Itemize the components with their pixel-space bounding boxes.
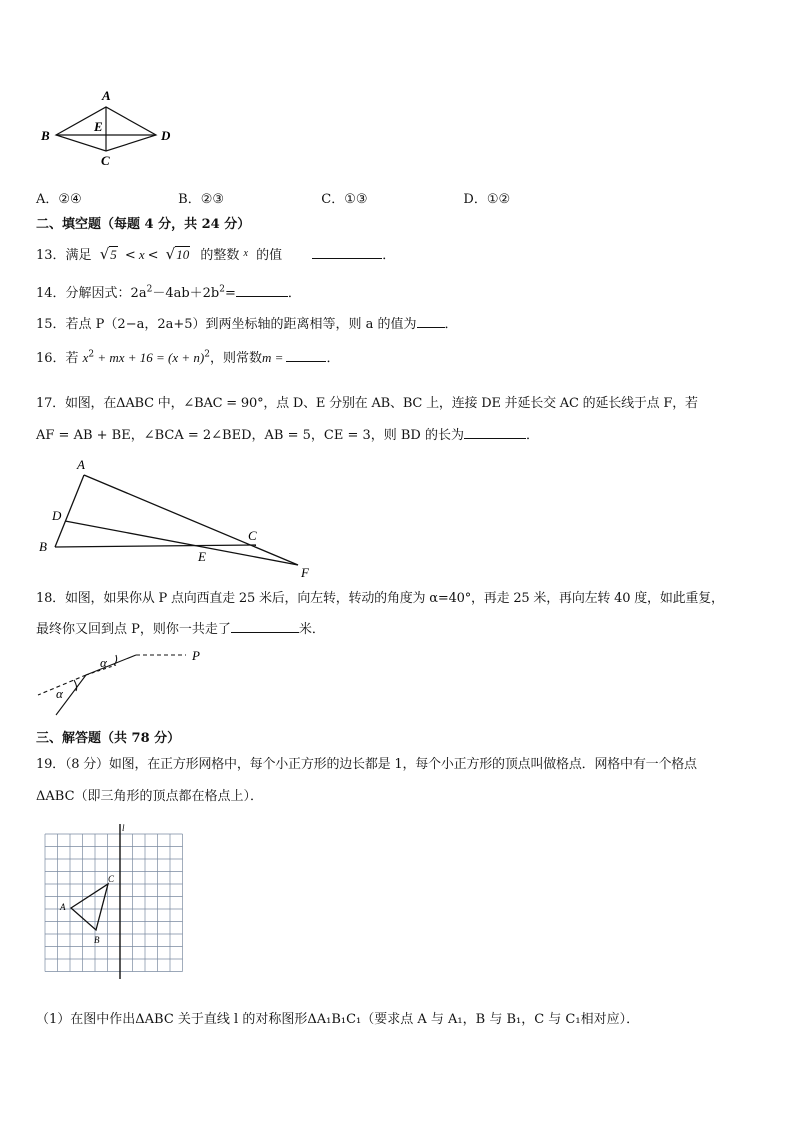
label-E: E: [94, 119, 103, 134]
label-alpha-1: α: [100, 655, 107, 670]
question-18-line1: 18．如图，如果你从 P 点向西直走 25 米后，向左转，转动的角度为 α=40°，再走 25 米，再向左转 40 度，如此重复，: [36, 591, 724, 606]
label-l: l: [122, 823, 125, 833]
option-c: C．①③: [321, 192, 368, 207]
answer-blank-17: [464, 426, 526, 439]
rhombus-figure: [36, 85, 176, 167]
label-D: D: [52, 508, 62, 523]
question-15: 15．若点 P（2−a，2a+5）到两坐标轴的距离相等，则 a 的值为 ．: [36, 317, 458, 332]
option-d: D．①②: [463, 192, 511, 207]
answer-blank-18: [231, 620, 299, 633]
label-C: C: [248, 528, 257, 543]
triangle-figure-17: [36, 455, 316, 580]
question-16: 16．若 $x^2$ + mx + $16 = (x + n)^2$，则常数m = ．: [36, 349, 340, 366]
label-B: B: [41, 128, 50, 143]
label-F: F: [301, 565, 309, 580]
answer-blank-14: [236, 284, 288, 297]
answer-blank-15: [417, 315, 445, 328]
question-19-part-1: （1）在图中作出ΔABC 关于直线 l 的对称图形ΔA₁B₁C₁（要求点 A 与 A₁，B 与 B₁，C 与 C₁相对应）．: [36, 1012, 640, 1027]
answer-blank-13: [312, 246, 382, 259]
label-A: A: [60, 902, 66, 912]
label-alpha-2: α: [56, 686, 63, 701]
question-14: 14．分解因式：$2a^2-4ab+2b^2=$ ．: [36, 284, 301, 301]
label-D: D: [161, 128, 171, 143]
label-C: C: [108, 874, 115, 884]
answer-blank-16: [286, 349, 326, 362]
label-E: E: [198, 549, 206, 564]
answer-options: [36, 188, 510, 207]
label-A: A: [77, 457, 85, 472]
question-17-line2: AF = AB + BE，∠BCA = 2∠BED，AB = 5，CE = 3，则 BD 的长为 ．: [36, 428, 540, 443]
section-3-heading: 三、解答题（共 78 分）: [36, 731, 181, 746]
question-17-line1: 17．如图，在ΔABC 中，∠BAC = 90°，点 D、E 分别在 AB、BC 上，连接 DE 并延长交 AC 的延长线于点 F，若: [36, 396, 698, 411]
option-a: A．②④: [36, 192, 82, 207]
section-2-heading: 二、填空题（每题 4 分，共 24 分）: [36, 217, 251, 232]
grid-figure-19: [40, 822, 190, 982]
option-b: B．②③: [178, 192, 225, 207]
question-13: 13．满足 √5 < x < √10 的整数 $^x$ 的值 ．: [36, 245, 396, 263]
label-P: P: [192, 648, 200, 663]
label-B: B: [39, 539, 47, 554]
path-figure-18: [36, 645, 226, 720]
question-19-line1: 19．（8 分）如图，在正方形网格中，每个小正方形的边长都是 1，每个小正方形的顶点叫做格点．网格中有一个格点: [36, 757, 697, 772]
label-C: C: [101, 153, 110, 167]
question-18-line2: 最终你又回到点 P，则你一共走了 米．: [36, 622, 325, 637]
question-19-line2: ΔABC（即三角形的顶点都在格点上）．: [36, 789, 264, 804]
label-B: B: [94, 935, 100, 945]
label-A: A: [102, 88, 111, 103]
